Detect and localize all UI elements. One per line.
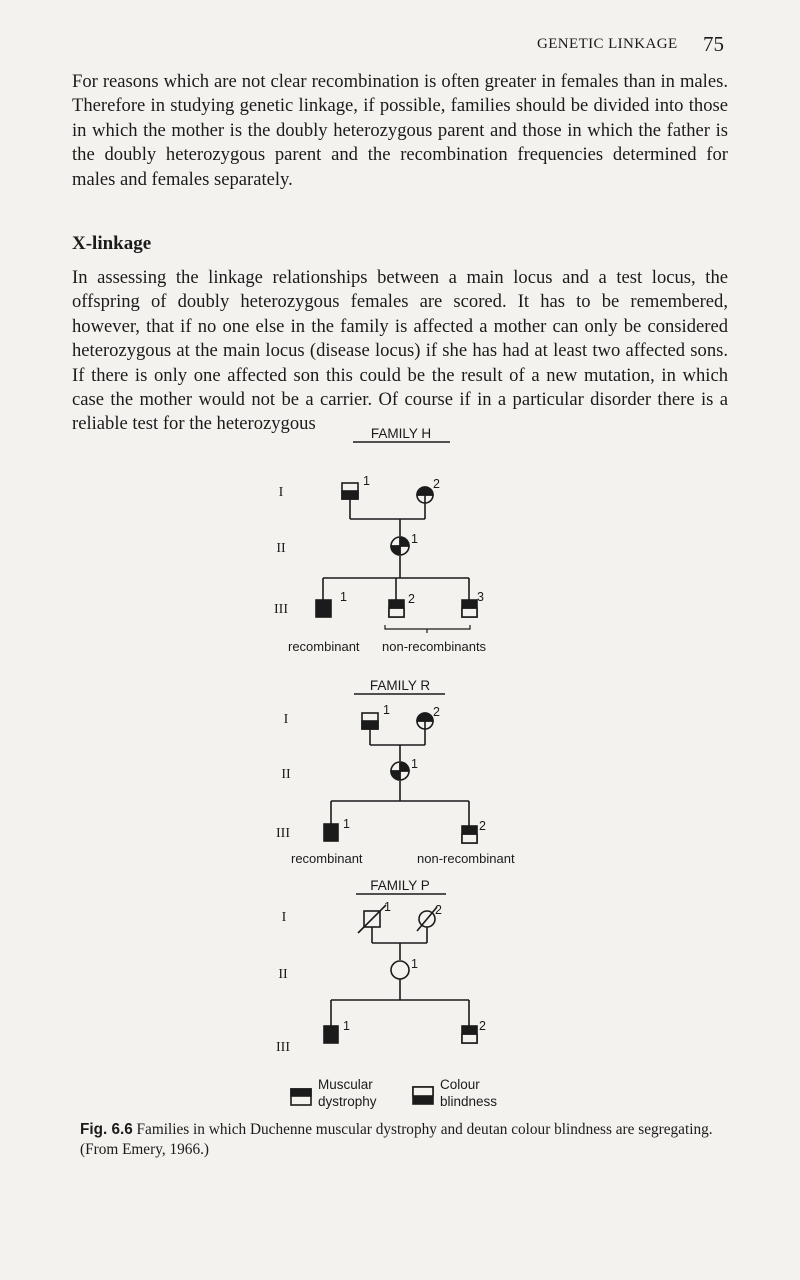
h-iii-2-male [389, 600, 404, 617]
h-i-1-male [342, 483, 358, 499]
legend-muscular-dystrophy-symbol [291, 1089, 311, 1105]
family-h-gen-label-1: I [278, 485, 284, 500]
family-r-gen-label-2: II [281, 767, 291, 782]
legend-colour-blindness-symbol [413, 1087, 433, 1104]
family-p-gen-label-2: II [278, 967, 288, 982]
family-r-non-recombinant-label: non-recombinant [417, 851, 515, 866]
p-iii-2-male [462, 1026, 477, 1043]
legend-colour-label-2: blindness [440, 1094, 498, 1109]
individual-numbers [340, 474, 486, 1033]
h-ii-1-number: 1 [411, 532, 418, 546]
family-r-gen-label-1: I [283, 712, 289, 727]
p-ii-1-female [391, 961, 409, 979]
figure-caption-label: Fig. 6.6 [80, 1121, 133, 1138]
r-iii-2-male [462, 826, 477, 843]
h-iii-2-number: 2 [408, 592, 415, 606]
p-i-1-number: 1 [384, 900, 391, 914]
family-h-title: FAMILY H [370, 426, 432, 441]
r-iii-1-male [324, 824, 338, 841]
h-i-2-number: 2 [433, 477, 440, 491]
p-i-2-female-deceased [417, 907, 437, 931]
h-iii-1-male [316, 600, 331, 617]
family-h-recombinant-label: recombinant [288, 639, 360, 654]
body-paragraph-1: For reasons which are not clear recombination is often greater in females than in males. Therefore in studying genetic linkage, if possible, families should be divided into those in which the mother is the doubly heterozygous parent and those in which the father is the doubly heterozygous parent and the recombination frequencies determined for males and females separately. [72, 71, 728, 190]
r-i-2-number: 2 [433, 705, 440, 719]
h-iii-3-number: 3 [477, 590, 484, 604]
family-h-gen-label-2: II [276, 541, 286, 556]
p-i-2-number: 2 [435, 903, 442, 917]
family-r-gen-label-3: III [276, 826, 290, 841]
h-i-2-female [417, 487, 433, 503]
running-title: GENETIC LINKAGE [537, 36, 678, 52]
figure-caption [80, 1120, 725, 1160]
figure-caption-text: Families in which Duchenne muscular dystrophy and deutan colour blindness are segregating. (From Emery, 1966.) [80, 1121, 713, 1158]
page-number: 75 [703, 32, 724, 56]
legend-muscular-label-1: Muscular [318, 1077, 373, 1092]
h-ii-1-female [391, 537, 409, 555]
h-iii-3-male [462, 600, 477, 617]
p-iii-1-male [324, 1026, 338, 1043]
section-heading: X-linkage [72, 233, 152, 254]
body-paragraph-2: In assessing the linkage relationships between a main locus and a test locus, the offspring of doubly heterozygous females are scored. It has to be remembered, however, that if no one else in the family is affected a mother can only be considered heterozygous at the main locus (disease locus) if she has had at least two affected sons. If there is only one affected son this could be the result of a new mutation, in which case the mother would not be a carrier. Of course if in a particular disorder there is a reliable test for the heterozygous [72, 267, 728, 435]
p-ii-1-number: 1 [411, 957, 418, 971]
r-i-1-number: 1 [383, 703, 390, 717]
h-iii-1-number: 1 [340, 590, 347, 604]
family-h-gen-label-3: III [274, 602, 288, 617]
generation-labels [274, 485, 291, 1055]
family-p-title: FAMILY P [370, 878, 430, 893]
h-i-1-number: 1 [363, 474, 370, 488]
r-i-2-female [417, 713, 433, 729]
family-p-gen-label-1: I [281, 910, 287, 925]
r-iii-1-number: 1 [343, 817, 350, 831]
family-p-gen-label-3: III [276, 1040, 290, 1055]
family-r-title: FAMILY R [369, 678, 431, 693]
r-ii-1-female [391, 762, 409, 780]
legend-muscular-label-2: dystrophy [318, 1094, 377, 1109]
r-i-1-male [362, 713, 378, 729]
p-iii-2-number: 2 [479, 1019, 486, 1033]
r-ii-1-number: 1 [411, 757, 418, 771]
r-iii-2-number: 2 [479, 819, 486, 833]
family-h-non-recombinants-label: non-recombinants [382, 639, 487, 654]
legend-colour-label-1: Colour [440, 1077, 480, 1092]
family-r-recombinant-label: recombinant [291, 851, 363, 866]
p-iii-1-number: 1 [343, 1019, 350, 1033]
